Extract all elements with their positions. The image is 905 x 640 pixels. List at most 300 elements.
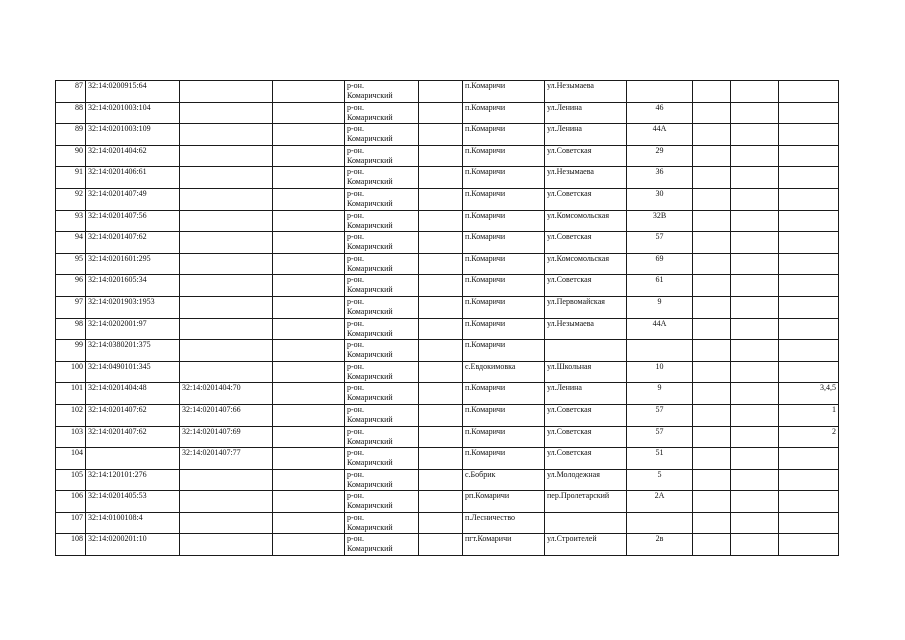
district-text-line: Комаричский xyxy=(347,112,393,122)
cadastral-number-cell: 32:14:0201404:48 xyxy=(86,383,180,405)
empty-cell xyxy=(731,81,779,103)
row-number-cell: 90 xyxy=(56,145,86,167)
empty-cell xyxy=(419,188,463,210)
house-number-cell: 44А xyxy=(627,318,693,340)
locality-cell: п.Комаричи xyxy=(463,383,545,405)
table-row xyxy=(56,81,839,103)
house-number-cell: 29 xyxy=(627,145,693,167)
district-text-line: Комаричский xyxy=(347,436,393,446)
district-cell xyxy=(345,318,419,340)
empty-cell xyxy=(693,361,731,383)
cadastral-number-cell: 32:14:0200201:10 xyxy=(86,534,180,556)
street-cell: ул.Советская xyxy=(545,426,627,448)
row-number-cell: 102 xyxy=(56,404,86,426)
note-cell xyxy=(779,448,839,470)
locality-cell: п.Комаричи xyxy=(463,448,545,470)
district-text-line: р-он. xyxy=(347,210,364,220)
row-number-cell: 100 xyxy=(56,361,86,383)
locality-cell: п.Комаричи xyxy=(463,426,545,448)
street-cell: ул.Молодежная xyxy=(545,469,627,491)
empty-cell xyxy=(273,81,345,103)
empty-cell xyxy=(731,210,779,232)
empty-cell xyxy=(419,167,463,189)
cadastral-number-cell: 32:14:0100108:4 xyxy=(86,512,180,534)
note-cell xyxy=(779,210,839,232)
cadastral-number-cell: 32:14:0201605:34 xyxy=(86,275,180,297)
row-number-cell: 88 xyxy=(56,102,86,124)
empty-cell xyxy=(419,469,463,491)
house-number-cell: 61 xyxy=(627,275,693,297)
table-row xyxy=(56,404,839,426)
district-text-line: р-он. xyxy=(347,253,364,263)
empty-cell xyxy=(731,296,779,318)
district-cell xyxy=(345,491,419,513)
table-row xyxy=(56,167,839,189)
locality-cell: п.Комаричи xyxy=(463,404,545,426)
empty-cell xyxy=(273,210,345,232)
note-cell xyxy=(779,167,839,189)
district-text-line: р-он. xyxy=(347,81,364,90)
note-cell xyxy=(779,534,839,556)
table-row xyxy=(56,361,839,383)
empty-cell xyxy=(419,512,463,534)
table-row xyxy=(56,296,839,318)
empty-cell xyxy=(273,491,345,513)
empty-cell xyxy=(731,426,779,448)
empty-cell xyxy=(273,253,345,275)
empty-cell xyxy=(731,167,779,189)
district-cell xyxy=(345,361,419,383)
district-text-line: р-он. xyxy=(347,167,364,177)
row-number-cell: 107 xyxy=(56,512,86,534)
empty-cell xyxy=(273,167,345,189)
empty-cell xyxy=(419,361,463,383)
district-text-line: р-он. xyxy=(347,426,364,436)
row-number-cell: 97 xyxy=(56,296,86,318)
empty-cell xyxy=(731,253,779,275)
district-cell xyxy=(345,253,419,275)
empty-cell xyxy=(693,404,731,426)
empty-cell xyxy=(731,232,779,254)
district-text-line: Комаричский xyxy=(347,91,393,100)
district-text-line: р-он. xyxy=(347,534,364,544)
table-body xyxy=(56,81,839,556)
empty-cell xyxy=(273,404,345,426)
linked-cadastral-number-cell xyxy=(180,188,273,210)
locality-cell: с.Евдокимовка xyxy=(463,361,545,383)
street-cell: ул.Школьная xyxy=(545,361,627,383)
cadastral-number-cell: 32:14:0202001:97 xyxy=(86,318,180,340)
linked-cadastral-number-cell xyxy=(180,361,273,383)
locality-cell: п.Комаричи xyxy=(463,253,545,275)
district-text-line: Комаричский xyxy=(347,522,393,532)
house-number-cell: 2А xyxy=(627,491,693,513)
locality-cell: п.Комаричи xyxy=(463,232,545,254)
cadastral-number-cell: 32:14:0201404:62 xyxy=(86,145,180,167)
district-cell xyxy=(345,469,419,491)
linked-cadastral-number-cell xyxy=(180,232,273,254)
empty-cell xyxy=(731,361,779,383)
district-text-line: р-он. xyxy=(347,296,364,306)
district-text-line: Комаричский xyxy=(347,306,393,316)
district-text-line: р-он. xyxy=(347,491,364,501)
district-text-line: Комаричский xyxy=(347,285,393,295)
note-cell xyxy=(779,340,839,362)
street-cell: ул.Советская xyxy=(545,448,627,470)
street-cell: пер.Пролетарский xyxy=(545,491,627,513)
note-cell xyxy=(779,124,839,146)
linked-cadastral-number-cell xyxy=(180,296,273,318)
empty-cell xyxy=(273,318,345,340)
empty-cell xyxy=(693,145,731,167)
district-cell xyxy=(345,81,419,103)
locality-cell: п.Комаричи xyxy=(463,81,545,103)
empty-cell xyxy=(419,448,463,470)
district-cell xyxy=(345,102,419,124)
house-number-cell: 44А xyxy=(627,124,693,146)
cadastral-number-cell xyxy=(86,448,180,470)
street-cell xyxy=(545,512,627,534)
locality-cell: п.Комаричи xyxy=(463,102,545,124)
empty-cell xyxy=(273,469,345,491)
empty-cell xyxy=(419,404,463,426)
street-cell xyxy=(545,340,627,362)
table-row xyxy=(56,102,839,124)
table-row xyxy=(56,188,839,210)
district-cell xyxy=(345,448,419,470)
house-number-cell: 32В xyxy=(627,210,693,232)
note-cell xyxy=(779,253,839,275)
cadastral-number-cell: 32:14:0201407:56 xyxy=(86,210,180,232)
empty-cell xyxy=(693,534,731,556)
empty-cell xyxy=(419,210,463,232)
linked-cadastral-number-cell xyxy=(180,145,273,167)
district-cell xyxy=(345,167,419,189)
row-number-cell: 92 xyxy=(56,188,86,210)
empty-cell xyxy=(693,512,731,534)
empty-cell xyxy=(419,534,463,556)
cadastral-number-cell: 32:14:0201003:104 xyxy=(86,102,180,124)
linked-cadastral-number-cell: 32:14:0201407:66 xyxy=(180,404,273,426)
house-number-cell: 2в xyxy=(627,534,693,556)
table-row xyxy=(56,491,839,513)
linked-cadastral-number-cell xyxy=(180,275,273,297)
locality-cell: п.Комаричи xyxy=(463,296,545,318)
district-text-line: Комаричский xyxy=(347,544,393,554)
empty-cell xyxy=(693,188,731,210)
district-text-line: р-он. xyxy=(347,232,364,242)
note-cell xyxy=(779,102,839,124)
district-cell xyxy=(345,296,419,318)
street-cell: ул.Незымаева xyxy=(545,167,627,189)
district-text-line: р-он. xyxy=(347,145,364,155)
row-number-cell: 105 xyxy=(56,469,86,491)
district-cell xyxy=(345,275,419,297)
table-row xyxy=(56,318,839,340)
cadastral-number-cell: 32:14:0201407:49 xyxy=(86,188,180,210)
district-text-line: Комаричский xyxy=(347,220,393,230)
empty-cell xyxy=(419,275,463,297)
district-text-line: Комаричский xyxy=(347,177,393,187)
house-number-cell: 57 xyxy=(627,426,693,448)
empty-cell xyxy=(419,340,463,362)
street-cell: ул.Строителей xyxy=(545,534,627,556)
district-cell xyxy=(345,124,419,146)
district-text-line: р-он. xyxy=(347,404,364,414)
cadastral-number-cell: 32:14:0201405:53 xyxy=(86,491,180,513)
district-text-line: Комаричский xyxy=(347,242,393,252)
linked-cadastral-number-cell: 32:14:0201407:69 xyxy=(180,426,273,448)
empty-cell xyxy=(693,469,731,491)
row-number-cell: 98 xyxy=(56,318,86,340)
house-number-cell xyxy=(627,81,693,103)
locality-cell: п.Комаричи xyxy=(463,340,545,362)
note-cell xyxy=(779,232,839,254)
street-cell: ул.Комсомольская xyxy=(545,210,627,232)
empty-cell xyxy=(693,210,731,232)
locality-cell: п.Комаричи xyxy=(463,210,545,232)
empty-cell xyxy=(731,124,779,146)
note-cell xyxy=(779,361,839,383)
empty-cell xyxy=(419,253,463,275)
row-number-cell: 94 xyxy=(56,232,86,254)
district-text-line: р-он. xyxy=(347,340,364,350)
note-cell: 3,4,5 xyxy=(779,383,839,405)
empty-cell xyxy=(419,318,463,340)
district-text-line: Комаричский xyxy=(347,134,393,144)
linked-cadastral-number-cell xyxy=(180,167,273,189)
empty-cell xyxy=(273,145,345,167)
locality-cell: п.Комаричи xyxy=(463,275,545,297)
street-cell: ул.Советская xyxy=(545,188,627,210)
empty-cell xyxy=(693,296,731,318)
row-number-cell: 87 xyxy=(56,81,86,103)
empty-cell xyxy=(273,340,345,362)
empty-cell xyxy=(731,491,779,513)
empty-cell xyxy=(419,81,463,103)
row-number-cell: 91 xyxy=(56,167,86,189)
district-cell xyxy=(345,210,419,232)
district-cell xyxy=(345,426,419,448)
empty-cell xyxy=(273,426,345,448)
district-cell xyxy=(345,145,419,167)
empty-cell xyxy=(693,491,731,513)
row-number-cell: 89 xyxy=(56,124,86,146)
row-number-cell: 104 xyxy=(56,448,86,470)
house-number-cell: 5 xyxy=(627,469,693,491)
house-number-cell xyxy=(627,512,693,534)
house-number-cell: 69 xyxy=(627,253,693,275)
street-cell: ул.Незымаева xyxy=(545,318,627,340)
empty-cell xyxy=(731,512,779,534)
table-row xyxy=(56,275,839,297)
cadastral-number-cell: 32:14:0201601:295 xyxy=(86,253,180,275)
district-text-line: Комаричский xyxy=(347,263,393,273)
locality-cell: п.Лесничество xyxy=(463,512,545,534)
street-cell: ул.Советская xyxy=(545,145,627,167)
note-cell xyxy=(779,318,839,340)
linked-cadastral-number-cell: 32:14:0201407:77 xyxy=(180,448,273,470)
linked-cadastral-number-cell: 32:14:0201404:70 xyxy=(180,383,273,405)
district-text-line: р-он. xyxy=(347,318,364,328)
empty-cell xyxy=(731,318,779,340)
empty-cell xyxy=(693,383,731,405)
locality-cell: п.Комаричи xyxy=(463,167,545,189)
empty-cell xyxy=(731,340,779,362)
empty-cell xyxy=(693,124,731,146)
district-cell xyxy=(345,534,419,556)
locality-cell: пгт.Комаричи xyxy=(463,534,545,556)
street-cell: ул.Ленина xyxy=(545,124,627,146)
empty-cell xyxy=(273,383,345,405)
district-cell xyxy=(345,383,419,405)
linked-cadastral-number-cell xyxy=(180,534,273,556)
table-row xyxy=(56,340,839,362)
note-cell xyxy=(779,512,839,534)
table-row xyxy=(56,253,839,275)
linked-cadastral-number-cell xyxy=(180,340,273,362)
district-text-line: Комаричский xyxy=(347,371,393,381)
cadastral-number-cell: 32:14:0201407:62 xyxy=(86,426,180,448)
empty-cell xyxy=(273,188,345,210)
district-cell xyxy=(345,404,419,426)
street-cell: ул.Ленина xyxy=(545,383,627,405)
district-cell xyxy=(345,512,419,534)
table-row xyxy=(56,512,839,534)
empty-cell xyxy=(419,145,463,167)
empty-cell xyxy=(731,102,779,124)
house-number-cell: 46 xyxy=(627,102,693,124)
note-cell: 2 xyxy=(779,426,839,448)
empty-cell xyxy=(419,491,463,513)
note-cell xyxy=(779,145,839,167)
empty-cell xyxy=(273,296,345,318)
district-text-line: р-он. xyxy=(347,361,364,371)
cadastral-number-cell: 32:14:0490101:345 xyxy=(86,361,180,383)
empty-cell xyxy=(419,296,463,318)
linked-cadastral-number-cell xyxy=(180,512,273,534)
district-text-line: Комаричский xyxy=(347,501,393,511)
linked-cadastral-number-cell xyxy=(180,102,273,124)
linked-cadastral-number-cell xyxy=(180,81,273,103)
table-row xyxy=(56,232,839,254)
table-row xyxy=(56,469,839,491)
empty-cell xyxy=(693,232,731,254)
district-text-line: Комаричский xyxy=(347,198,393,208)
empty-cell xyxy=(731,469,779,491)
linked-cadastral-number-cell xyxy=(180,491,273,513)
street-cell: ул.Ленина xyxy=(545,102,627,124)
cadastral-number-cell: 32:14:0201406:61 xyxy=(86,167,180,189)
table-row xyxy=(56,124,839,146)
empty-cell xyxy=(693,167,731,189)
empty-cell xyxy=(419,124,463,146)
row-number-cell: 93 xyxy=(56,210,86,232)
house-number-cell: 36 xyxy=(627,167,693,189)
empty-cell xyxy=(273,232,345,254)
locality-cell: рп.Комаричи xyxy=(463,491,545,513)
locality-cell: п.Комаричи xyxy=(463,145,545,167)
cadastral-number-cell: 32:14:0201903:1953 xyxy=(86,296,180,318)
district-text-line: р-он. xyxy=(347,469,364,479)
district-text-line: Комаричский xyxy=(347,479,393,489)
locality-cell: п.Комаричи xyxy=(463,124,545,146)
table-row xyxy=(56,534,839,556)
locality-cell: п.Комаричи xyxy=(463,318,545,340)
row-number-cell: 106 xyxy=(56,491,86,513)
district-text-line: р-он. xyxy=(347,124,364,134)
empty-cell xyxy=(693,81,731,103)
empty-cell xyxy=(731,275,779,297)
empty-cell xyxy=(693,253,731,275)
empty-cell xyxy=(693,448,731,470)
house-number-cell xyxy=(627,340,693,362)
linked-cadastral-number-cell xyxy=(180,210,273,232)
note-cell xyxy=(779,81,839,103)
district-text-line: р-он. xyxy=(347,448,364,458)
empty-cell xyxy=(693,426,731,448)
street-cell: ул.Первомайская xyxy=(545,296,627,318)
empty-cell xyxy=(419,383,463,405)
district-text-line: р-он. xyxy=(347,512,364,522)
empty-cell xyxy=(693,340,731,362)
empty-cell xyxy=(731,404,779,426)
note-cell xyxy=(779,469,839,491)
empty-cell xyxy=(273,102,345,124)
empty-cell xyxy=(419,102,463,124)
street-cell: ул.Советская xyxy=(545,232,627,254)
street-cell: ул.Советская xyxy=(545,404,627,426)
note-cell xyxy=(779,275,839,297)
house-number-cell: 10 xyxy=(627,361,693,383)
table-row xyxy=(56,383,839,405)
street-cell: ул.Незымаева xyxy=(545,81,627,103)
cadastral-number-cell: 32:14:0201407:62 xyxy=(86,404,180,426)
empty-cell xyxy=(273,534,345,556)
district-text-line: Комаричский xyxy=(347,458,393,468)
district-text-line: Комаричский xyxy=(347,350,393,360)
cadastral-number-cell: 32:14:0201003:109 xyxy=(86,124,180,146)
note-cell xyxy=(779,296,839,318)
table-row xyxy=(56,210,839,232)
cadastral-number-cell: 32:14:120101:276 xyxy=(86,469,180,491)
empty-cell xyxy=(273,275,345,297)
empty-cell xyxy=(693,275,731,297)
district-text-line: р-он. xyxy=(347,275,364,285)
district-text-line: Комаричский xyxy=(347,155,393,165)
table-row xyxy=(56,426,839,448)
empty-cell xyxy=(419,426,463,448)
house-number-cell: 9 xyxy=(627,383,693,405)
district-text-line: Комаричский xyxy=(347,393,393,403)
street-cell: ул.Советская xyxy=(545,275,627,297)
district-cell xyxy=(345,232,419,254)
house-number-cell: 57 xyxy=(627,404,693,426)
row-number-cell: 95 xyxy=(56,253,86,275)
empty-cell xyxy=(731,534,779,556)
empty-cell xyxy=(273,124,345,146)
locality-cell: п.Комаричи xyxy=(463,188,545,210)
table-row xyxy=(56,448,839,470)
cadastral-number-cell: 32:14:0380201:375 xyxy=(86,340,180,362)
cadastral-number-cell: 32:14:0201407:62 xyxy=(86,232,180,254)
row-number-cell: 103 xyxy=(56,426,86,448)
table-row xyxy=(56,145,839,167)
house-number-cell: 9 xyxy=(627,296,693,318)
locality-cell: с.Бобрик xyxy=(463,469,545,491)
district-text-line: р-он. xyxy=(347,383,364,393)
empty-cell xyxy=(731,383,779,405)
